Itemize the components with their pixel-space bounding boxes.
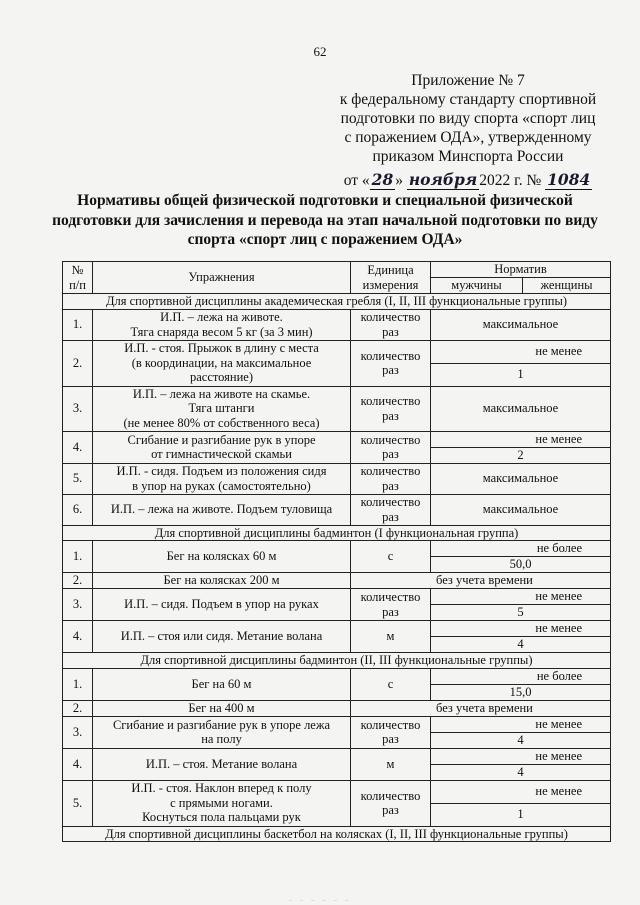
table-row <box>63 541 611 557</box>
unit-cell <box>351 541 431 573</box>
row-number: 4. <box>63 431 93 463</box>
norm-qualifier: не менее <box>431 340 611 363</box>
date-prefix: от « <box>343 172 370 189</box>
unit-cell <box>351 780 431 826</box>
row-number: 2. <box>63 573 93 589</box>
document-title <box>40 191 610 250</box>
table-row <box>63 589 611 605</box>
row-number: 2. <box>63 340 93 386</box>
norm-value: 15,0 <box>431 684 611 700</box>
unit-line: количество <box>360 432 421 447</box>
title-line: спорта «спорт лиц с поражением ОДА» <box>187 231 463 248</box>
exercise-line: расстояние) <box>189 370 254 385</box>
table-row <box>63 573 611 589</box>
exercise-cell <box>93 340 351 386</box>
exercise-line: Коснуться пола пальцами рук <box>142 810 301 825</box>
unit-line: раз <box>382 604 399 619</box>
norm-qualifier: не менее <box>431 431 611 447</box>
table-row <box>63 494 611 525</box>
unit-line: раз <box>382 732 399 746</box>
unit-line: раз <box>382 478 399 493</box>
unit-line: количество <box>360 394 421 408</box>
unit-line: м <box>386 756 395 771</box>
unit-line: раз <box>382 324 399 339</box>
exercise-cell <box>93 573 351 589</box>
exercise-line: Бег на 400 м <box>188 700 255 715</box>
section-title: Для спортивной дисциплины академическая гребля (I, II, III функциональные группы) <box>63 294 611 310</box>
unit-line: количество <box>360 348 421 363</box>
approval-line: Приложение № 7 <box>411 72 525 89</box>
unit-cell <box>351 340 431 386</box>
approval-line: подготовки по виду спорта «спорт лиц <box>340 110 596 127</box>
table-row <box>63 309 611 340</box>
row-number: 5. <box>63 463 93 494</box>
exercise-cell <box>93 431 351 463</box>
exercise-line: И.П. – сидя. Подъем в упор на руках <box>124 597 319 612</box>
exercise-cell <box>93 748 351 780</box>
section-row <box>63 525 611 541</box>
exercise-line: (в координации, на максимальное <box>131 355 312 370</box>
norm-qualifier: не более <box>431 541 611 557</box>
scan-edge-mark: ‒ ‒ ‒ ‒ ‒ ‒ <box>288 896 352 904</box>
exercise-line: И.П. - стоя. Прыжок в длину с места <box>124 341 319 356</box>
unit-line: количество <box>360 495 421 509</box>
exercise-cell <box>93 494 351 525</box>
section-title: Для спортивной дисциплины бадминтон (II, III функциональные группы) <box>63 653 611 669</box>
header-exercise: Упражнения <box>93 262 351 294</box>
table-row <box>63 668 611 684</box>
unit-line: раз <box>382 408 399 423</box>
title-line: подготовки для зачисления и перевода на этап начальной подготовки по виду <box>52 211 598 229</box>
norm-value: максимальное <box>431 309 611 340</box>
row-number: 1. <box>63 541 93 573</box>
unit-line: количество <box>360 590 421 604</box>
exercise-line: Бег на 60 м <box>191 676 252 691</box>
unit-cell <box>351 431 431 463</box>
exercise-line: Тяга снаряда весом 5 кг (за 3 мин) <box>130 324 313 339</box>
unit-line: раз <box>382 803 399 817</box>
exercise-cell <box>93 541 351 573</box>
header-num: № п/п <box>63 262 93 294</box>
approval-line: приказом Минспорта России <box>372 148 564 165</box>
exercise-line: Сгибание и разгибание рук в упоре <box>127 432 316 447</box>
unit-line: м <box>386 629 395 644</box>
exercise-line: И.П. – лежа на животе на скамье. <box>132 386 311 401</box>
row-number: 3. <box>63 386 93 431</box>
exercise-cell <box>93 589 351 621</box>
norm-value: 4 <box>431 637 611 653</box>
exercise-line: на полу <box>201 732 242 746</box>
exercise-cell <box>93 700 351 716</box>
row-number: 4. <box>63 621 93 653</box>
norm-value: 1 <box>431 803 611 826</box>
row-number: 6. <box>63 494 93 525</box>
exercise-line: И.П. - стоя. Наклон вперед к полу <box>131 781 312 796</box>
exercise-line: И.П. – лежа на животе. <box>160 310 283 324</box>
row-number: 3. <box>63 589 93 621</box>
header-norm: Норматив <box>431 262 611 278</box>
row-number: 4. <box>63 748 93 780</box>
unit-cell <box>351 748 431 780</box>
exercise-cell <box>93 780 351 826</box>
norm-qualifier: не более <box>431 668 611 684</box>
unit-line: количество <box>360 788 421 803</box>
norm-value: максимальное <box>431 386 611 431</box>
exercise-line: И.П. – лежа на животе. Подъем туловища <box>110 502 333 517</box>
row-number: 1. <box>63 309 93 340</box>
unit-cell <box>351 668 431 700</box>
table-row <box>63 340 611 363</box>
section-title: Для спортивной дисциплины бадминтон (I функциональная группа) <box>63 525 611 541</box>
unit-cell <box>351 621 431 653</box>
table-row <box>63 780 611 803</box>
norms-table <box>62 261 611 842</box>
title-line: Нормативы общей физической подготовки и специальной физической <box>77 192 573 209</box>
exercise-line: Сгибание и разгибание рук в упоре лежа <box>112 717 331 732</box>
exercise-cell <box>93 716 351 748</box>
norm-value: максимальное <box>431 494 611 525</box>
unit-cell <box>351 386 431 431</box>
table-row <box>63 748 611 764</box>
handwritten-month: ноября <box>408 170 478 189</box>
norm-value: 4 <box>431 732 611 748</box>
header-women: женщины <box>523 278 611 294</box>
exercise-line: И.П. - сидя. Подъем из положения сидя <box>116 464 327 478</box>
exercise-cell <box>93 621 351 653</box>
page-number: 62 <box>313 44 327 59</box>
unit-line: количество <box>360 310 421 324</box>
section-row <box>63 653 611 669</box>
section-row <box>63 294 611 310</box>
unit-cell <box>351 494 431 525</box>
exercise-line: Бег на колясках 200 м <box>163 573 280 588</box>
unit-cell <box>351 463 431 494</box>
exercise-line: (не менее 80% от собственного веса) <box>123 415 320 430</box>
norm-qualifier: не менее <box>431 748 611 764</box>
norm-qualifier: не менее <box>431 589 611 605</box>
norm-value: максимальное <box>431 463 611 494</box>
table-row <box>63 716 611 732</box>
header-men: мужчины <box>431 278 523 294</box>
unit-line: раз <box>382 447 399 461</box>
section-row <box>63 826 611 842</box>
exercise-cell <box>93 309 351 340</box>
approval-block <box>318 71 618 190</box>
row-number: 1. <box>63 668 93 700</box>
date-mid: » <box>395 172 403 189</box>
exercise-line: И.П. – стоя или сидя. Метание волана <box>120 629 323 644</box>
date-year: 2022 г. № <box>479 172 542 189</box>
table-row <box>63 386 611 431</box>
approval-line: с поражением ОДА», утвержденному <box>344 129 592 146</box>
header-unit: Единица измерения <box>351 262 431 294</box>
exercise-line: И.П. – стоя. Метание волана <box>145 756 298 771</box>
exercise-line: от гимнастической скамьи <box>151 447 292 461</box>
unit-cell <box>351 309 431 340</box>
norm-value: 5 <box>431 605 611 621</box>
table-row <box>63 463 611 494</box>
row-number: 3. <box>63 716 93 748</box>
exercise-line: Бег на колясках 60 м <box>166 549 277 564</box>
norm-qualifier: не менее <box>431 716 611 732</box>
norm-value: 2 <box>431 447 611 463</box>
exercise-cell <box>93 668 351 700</box>
exercise-line: с прямыми ногами. <box>170 795 273 810</box>
exercise-line: Тяга штанги <box>188 401 255 416</box>
unit-line: количество <box>360 717 421 732</box>
row-number: 2. <box>63 700 93 716</box>
norm-value: 1 <box>431 363 611 386</box>
unit-line: с <box>387 549 394 564</box>
norm-value-merged: без учета времени <box>351 573 611 589</box>
unit-line: количество <box>360 464 421 478</box>
norm-qualifier: не менее <box>431 621 611 637</box>
norm-value-merged: без учета времени <box>351 700 611 716</box>
exercise-cell <box>93 386 351 431</box>
norm-value: 50,0 <box>431 557 611 573</box>
unit-line: раз <box>382 363 399 377</box>
table-row <box>63 431 611 447</box>
table-row <box>63 621 611 637</box>
norm-qualifier: не менее <box>431 780 611 803</box>
unit-cell <box>351 716 431 748</box>
unit-cell <box>351 589 431 621</box>
exercise-cell <box>93 463 351 494</box>
unit-line: раз <box>382 509 399 524</box>
approval-date-line <box>318 170 618 190</box>
row-number: 5. <box>63 780 93 826</box>
table-row <box>63 700 611 716</box>
exercise-line: в упор на руках (самостоятельно) <box>132 478 311 493</box>
section-title: Для спортивной дисциплины баскетбол на колясках (I, II, III функциональные группы) <box>63 826 611 842</box>
approval-line: к федеральному стандарту спортивной <box>339 91 597 108</box>
handwritten-order-number: 1084 <box>547 170 591 189</box>
unit-line: с <box>387 676 394 691</box>
norm-value: 4 <box>431 764 611 780</box>
handwritten-day: 28 <box>371 170 394 189</box>
